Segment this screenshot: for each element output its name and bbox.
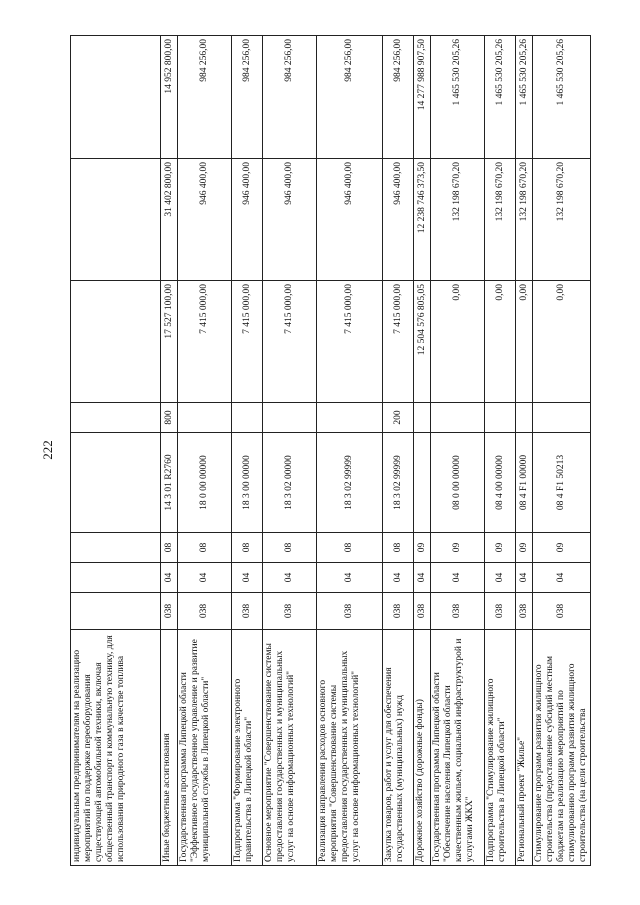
row-target-item-cell: 08 4 F1 50213 — [533, 433, 591, 533]
row-amount-3-cell: 14 277 988 907,50 — [414, 36, 431, 159]
row-target-item-cell: 08 0 00 00000 — [431, 433, 485, 533]
row-grbs-cell: 038 — [383, 593, 414, 630]
row-subsection-cell: 09 — [516, 533, 533, 563]
budget-table — [70, 35, 591, 866]
row-grbs-cell: 038 — [431, 593, 485, 630]
row-amount-2-cell: 946 400,00 — [263, 159, 317, 281]
row-amount-2-cell: 946 400,00 — [383, 159, 414, 281]
row-section-cell: 04 — [178, 563, 232, 593]
row-section-cell: 04 — [317, 563, 383, 593]
row-expense-type-cell: 200 — [383, 403, 414, 433]
row-amount-1-cell: 7 415 000,00 — [263, 281, 317, 403]
row-amount-2-cell: 132 198 670,20 — [485, 159, 516, 281]
row-name-cell: Государственная программа Липецкой области "Эффективное государственное управление и развитие муниципальной службы в Липецкой области" — [178, 630, 232, 866]
row-target-item-cell: 18 3 02 99999 — [383, 433, 414, 533]
row-expense-type-cell: 800 — [161, 403, 178, 433]
row-target-item-cell: 18 3 02 99999 — [317, 433, 383, 533]
row-subsection-cell: 08 — [383, 533, 414, 563]
row-grbs-cell: 038 — [317, 593, 383, 630]
row-name-cell: Государственная программа Липецкой области "Обеспечение населения Липецкой области качественным жильем, социальной инфраструктурой и услугами ЖКХ" — [431, 630, 485, 866]
table-row — [178, 36, 232, 866]
row-target-item-cell: 18 0 00 00000 — [178, 433, 232, 533]
row-name-cell: Иные бюджетные ассигнования — [161, 630, 178, 866]
row-amount-3-cell: 984 256,00 — [232, 36, 263, 159]
row-amount-1-cell — [71, 281, 161, 403]
row-name-cell: Стимулирование программ развития жилищного строительства (предоставление субсидий местным бюджетам на реализацию мероприятий по стимулированию программ развития жилищного строительства (на цели строительства — [533, 630, 591, 866]
row-amount-1-cell: 7 415 000,00 — [178, 281, 232, 403]
row-amount-1-cell: 7 415 000,00 — [232, 281, 263, 403]
table-row — [516, 36, 533, 866]
row-section-cell: 04 — [263, 563, 317, 593]
row-expense-type-cell — [71, 403, 161, 433]
table-row — [533, 36, 591, 866]
row-target-item-cell: 18 3 00 00000 — [232, 433, 263, 533]
row-section-cell — [71, 563, 161, 593]
row-target-item-cell — [71, 433, 161, 533]
row-subsection-cell: 08 — [317, 533, 383, 563]
row-section-cell: 04 — [161, 563, 178, 593]
row-target-item-cell: 08 4 00 00000 — [485, 433, 516, 533]
row-section-cell: 04 — [533, 563, 591, 593]
table-row — [317, 36, 383, 866]
row-amount-1-cell: 7 415 000,00 — [383, 281, 414, 403]
row-amount-3-cell: 984 256,00 — [178, 36, 232, 159]
table-row — [485, 36, 516, 866]
row-name-cell: Основное мероприятие "Совершенствование системы предоставления государственных и муниципальных услуг на основе информационных технологий" — [263, 630, 317, 866]
row-expense-type-cell — [178, 403, 232, 433]
row-amount-1-cell: 17 527 100,00 — [161, 281, 178, 403]
row-amount-3-cell: 984 256,00 — [383, 36, 414, 159]
row-section-cell: 04 — [383, 563, 414, 593]
row-subsection-cell: 08 — [161, 533, 178, 563]
row-grbs-cell: 038 — [533, 593, 591, 630]
page-number: 222 — [40, 440, 55, 460]
row-amount-2-cell: 12 238 746 373,50 — [414, 159, 431, 281]
row-section-cell: 04 — [485, 563, 516, 593]
row-grbs-cell: 038 — [232, 593, 263, 630]
row-subsection-cell: 08 — [263, 533, 317, 563]
table-row — [232, 36, 263, 866]
row-grbs-cell: 038 — [516, 593, 533, 630]
row-subsection-cell: 09 — [485, 533, 516, 563]
row-subsection-cell — [71, 533, 161, 563]
row-target-item-cell — [414, 433, 431, 533]
row-amount-2-cell: 946 400,00 — [317, 159, 383, 281]
rotated-page — [70, 36, 588, 866]
row-target-item-cell: 08 4 F1 00000 — [516, 433, 533, 533]
row-amount-2-cell: 132 198 670,20 — [516, 159, 533, 281]
row-amount-3-cell: 1 465 530 205,26 — [533, 36, 591, 159]
table-row — [263, 36, 317, 866]
row-amount-2-cell: 132 198 670,20 — [533, 159, 591, 281]
row-amount-3-cell — [71, 36, 161, 159]
table-row — [414, 36, 431, 866]
row-amount-3-cell: 984 256,00 — [263, 36, 317, 159]
row-amount-3-cell: 14 952 800,00 — [161, 36, 178, 159]
row-amount-1-cell: 0,00 — [485, 281, 516, 403]
row-section-cell: 04 — [414, 563, 431, 593]
row-subsection-cell: 09 — [533, 533, 591, 563]
row-amount-1-cell: 0,00 — [516, 281, 533, 403]
row-amount-1-cell: 0,00 — [431, 281, 485, 403]
row-section-cell: 04 — [431, 563, 485, 593]
row-expense-type-cell — [485, 403, 516, 433]
row-section-cell: 04 — [232, 563, 263, 593]
table-row — [383, 36, 414, 866]
row-expense-type-cell — [232, 403, 263, 433]
row-name-cell: Подпрограмма "Стимулирование жилищного строительства в Липецкой области" — [485, 630, 516, 866]
table-row — [161, 36, 178, 866]
row-subsection-cell: 09 — [431, 533, 485, 563]
row-subsection-cell: 08 — [232, 533, 263, 563]
row-grbs-cell — [71, 593, 161, 630]
row-grbs-cell: 038 — [161, 593, 178, 630]
row-section-cell: 04 — [516, 563, 533, 593]
row-amount-2-cell — [71, 159, 161, 281]
row-target-item-cell: 14 3 01 R2760 — [161, 433, 178, 533]
row-amount-3-cell: 1 465 530 205,26 — [431, 36, 485, 159]
row-name-cell: Закупка товаров, работ и услуг для обеспечения государственных (муниципальных) нужд — [383, 630, 414, 866]
row-expense-type-cell — [317, 403, 383, 433]
row-amount-1-cell: 0,00 — [533, 281, 591, 403]
row-amount-1-cell: 12 504 576 805,05 — [414, 281, 431, 403]
row-amount-1-cell: 7 415 000,00 — [317, 281, 383, 403]
row-expense-type-cell — [414, 403, 431, 433]
row-expense-type-cell — [263, 403, 317, 433]
row-grbs-cell: 038 — [414, 593, 431, 630]
row-name-cell: Региональный проект "Жилье" — [516, 630, 533, 866]
row-target-item-cell: 18 3 02 00000 — [263, 433, 317, 533]
row-amount-2-cell: 946 400,00 — [232, 159, 263, 281]
row-grbs-cell: 038 — [485, 593, 516, 630]
row-amount-3-cell: 984 256,00 — [317, 36, 383, 159]
row-amount-3-cell: 1 465 530 205,26 — [516, 36, 533, 159]
table-row — [431, 36, 485, 866]
row-name-cell: Реализация направления расходов основного мероприятия "Совершенствование системы предоставления государственных и муниципальных услуг на основе информационных технологий" — [317, 630, 383, 866]
row-amount-3-cell: 1 465 530 205,26 — [485, 36, 516, 159]
row-amount-2-cell: 31 402 800,00 — [161, 159, 178, 281]
table-row — [71, 36, 161, 866]
row-subsection-cell: 09 — [414, 533, 431, 563]
table-body — [71, 36, 591, 866]
row-expense-type-cell — [431, 403, 485, 433]
row-name-cell: индивидуальным предпринимателям на реализацию мероприятий по поддержке переоборудования существующей автомобильной техники, включая общественный транспорт и коммунальную технику, для использования природного газа в качестве топлива — [71, 630, 161, 866]
row-expense-type-cell — [516, 403, 533, 433]
row-grbs-cell: 038 — [178, 593, 232, 630]
row-name-cell: Дорожное хозяйство (дорожные фонды) — [414, 630, 431, 866]
row-subsection-cell: 08 — [178, 533, 232, 563]
row-amount-2-cell: 946 400,00 — [178, 159, 232, 281]
row-grbs-cell: 038 — [263, 593, 317, 630]
row-amount-2-cell: 132 198 670,20 — [431, 159, 485, 281]
row-name-cell: Подпрограмма "Формирование электронного правительства в Липецкой области" — [232, 630, 263, 866]
row-expense-type-cell — [533, 403, 591, 433]
